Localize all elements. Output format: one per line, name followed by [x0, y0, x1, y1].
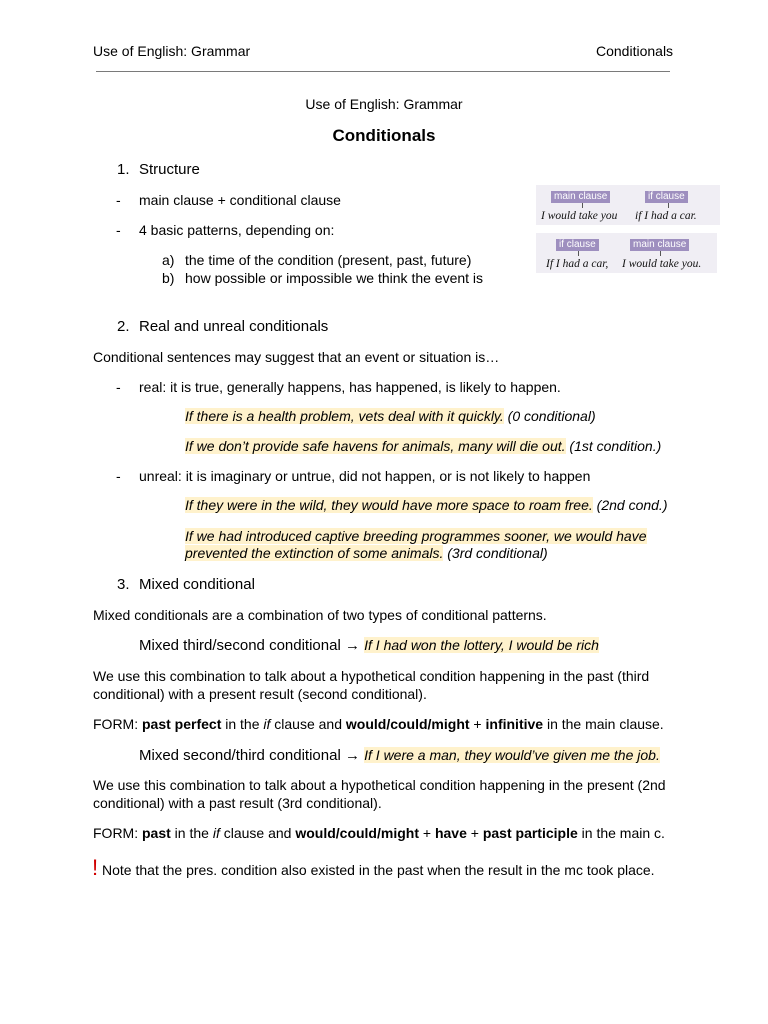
sub-item-marker: b): [162, 270, 175, 286]
section2-intro: Conditional sentences may suggest that an event or situation is…: [93, 349, 500, 365]
form-line-2: [93, 825, 665, 842]
header-divider: [96, 71, 670, 72]
example-note: (3rd conditional): [443, 545, 548, 561]
example-note: (0 conditional): [503, 408, 596, 424]
form-text: FORM:: [93, 716, 142, 732]
section3-number: 3.: [117, 576, 130, 593]
bullet-dash: -: [116, 379, 121, 395]
form-text: +: [418, 825, 435, 841]
bullet-dash: -: [116, 222, 121, 238]
if-clause-tag: if clause: [556, 239, 599, 251]
diagram-text: I would take you: [541, 210, 618, 222]
form-text: clause and: [219, 825, 296, 841]
section2-number: 2.: [117, 318, 130, 335]
form-italic: if: [212, 825, 220, 841]
form-text: in the: [221, 716, 264, 732]
header-right: Conditionals: [596, 43, 674, 59]
mixed2-description-line-1: We use this combination to talk about a hypothetical condition happening in the present (2nd: [93, 777, 666, 793]
main-clause-tag: main clause: [551, 191, 610, 203]
mixed-second-third-line: [139, 746, 660, 765]
real-definition: real: it is true, generally happens, has happened, is likely to happen.: [139, 379, 561, 395]
example-note: (2nd cond.): [592, 497, 668, 513]
sub-item-marker: a): [162, 252, 175, 268]
header-left: Use of English: Grammar: [93, 43, 251, 59]
example-zero-conditional: [185, 408, 596, 425]
example-third-conditional-line-1: [185, 528, 647, 545]
form-bold: infinitive: [485, 716, 544, 732]
exclamation-icon: !: [92, 855, 99, 880]
example-second-conditional: [185, 497, 667, 514]
diagram-tick: [578, 251, 579, 256]
bullet-dash: -: [116, 192, 121, 208]
form-text: in the main clause.: [543, 716, 664, 732]
diagram-text: I would take you.: [622, 258, 702, 270]
form-text: +: [469, 716, 486, 732]
section1-number: 1.: [117, 161, 130, 178]
doc-subtitle: Use of English: Grammar: [305, 96, 463, 112]
form-text: in the main c.: [577, 825, 665, 841]
form-text: FORM:: [93, 825, 142, 841]
form-bold: past participle: [482, 825, 578, 841]
sub-item-text: the time of the condition (present, past, future): [185, 252, 472, 268]
section3-intro: Mixed conditionals are a combination of two types of conditional patterns.: [93, 607, 547, 623]
doc-title: Conditionals: [332, 126, 436, 145]
form-text: in the: [170, 825, 213, 841]
section3-heading: Mixed conditional: [139, 576, 255, 593]
diagram-tick: [668, 203, 669, 208]
if-clause-tag: if clause: [645, 191, 688, 203]
form-italic: if: [263, 716, 271, 732]
mixed-label: Mixed third/second conditional →: [139, 637, 365, 654]
diagram-text: If I had a car,: [546, 258, 609, 270]
form-bold: past: [142, 825, 171, 841]
example-text: If they were in the wild, they would have more space to roam free.: [185, 497, 593, 513]
section1-bullet-2: 4 basic patterns, depending on:: [139, 222, 335, 238]
bullet-dash: -: [116, 468, 121, 484]
note-text: Note that the pres. condition also existed in the past when the result in the mc took place.: [98, 862, 655, 878]
example-text: If we don’t provide safe havens for animals, many will die out.: [185, 438, 566, 454]
form-bold: past perfect: [142, 716, 222, 732]
clause-diagram-row-1: [536, 185, 720, 225]
section1-heading: Structure: [139, 161, 200, 178]
form-bold: would/could/might: [295, 825, 419, 841]
diagram-text: if I had a car.: [635, 210, 697, 222]
example-text: prevented the extinction of some animals.: [185, 545, 444, 561]
mixed-example: If I had won the lottery, I would be rich: [364, 637, 599, 653]
section1-bullet-1: main clause + conditional clause: [139, 192, 341, 208]
example-note: (1st condition.): [565, 438, 662, 454]
diagram-tick: [582, 203, 583, 208]
mixed-example: If I were a man, they would’ve given me the job.: [364, 747, 660, 763]
clause-diagram-row-2: [536, 233, 717, 273]
unreal-definition: unreal: it is imaginary or untrue, did not happen, or is not likely to happen: [139, 468, 591, 484]
example-text: If we had introduced captive breeding programmes sooner, we would have: [185, 528, 647, 544]
mixed2-description-line-2: conditional) with a past result (3rd conditional).: [93, 795, 382, 811]
mixed-label: Mixed second/third conditional →: [139, 747, 365, 764]
diagram-tick: [660, 251, 661, 256]
form-bold: have: [434, 825, 467, 841]
mixed-third-second-line: [139, 636, 599, 655]
form-text: +: [466, 825, 483, 841]
example-third-conditional-line-2: [185, 545, 548, 562]
mixed1-description-line-2: conditional) with a present result (second conditional).: [93, 686, 427, 702]
mixed1-description-line-1: We use this combination to talk about a hypothetical condition happening in the past (third: [93, 668, 650, 684]
example-text: If there is a health problem, vets deal with it quickly.: [185, 408, 504, 424]
section2-heading: Real and unreal conditionals: [139, 318, 329, 335]
main-clause-tag: main clause: [630, 239, 689, 251]
note-line: [92, 857, 655, 879]
form-bold: would/could/might: [345, 716, 470, 732]
form-line-1: [93, 716, 664, 733]
form-text: clause and: [270, 716, 346, 732]
example-first-conditional: [185, 438, 661, 455]
sub-item-text: how possible or impossible we think the event is: [185, 270, 484, 286]
